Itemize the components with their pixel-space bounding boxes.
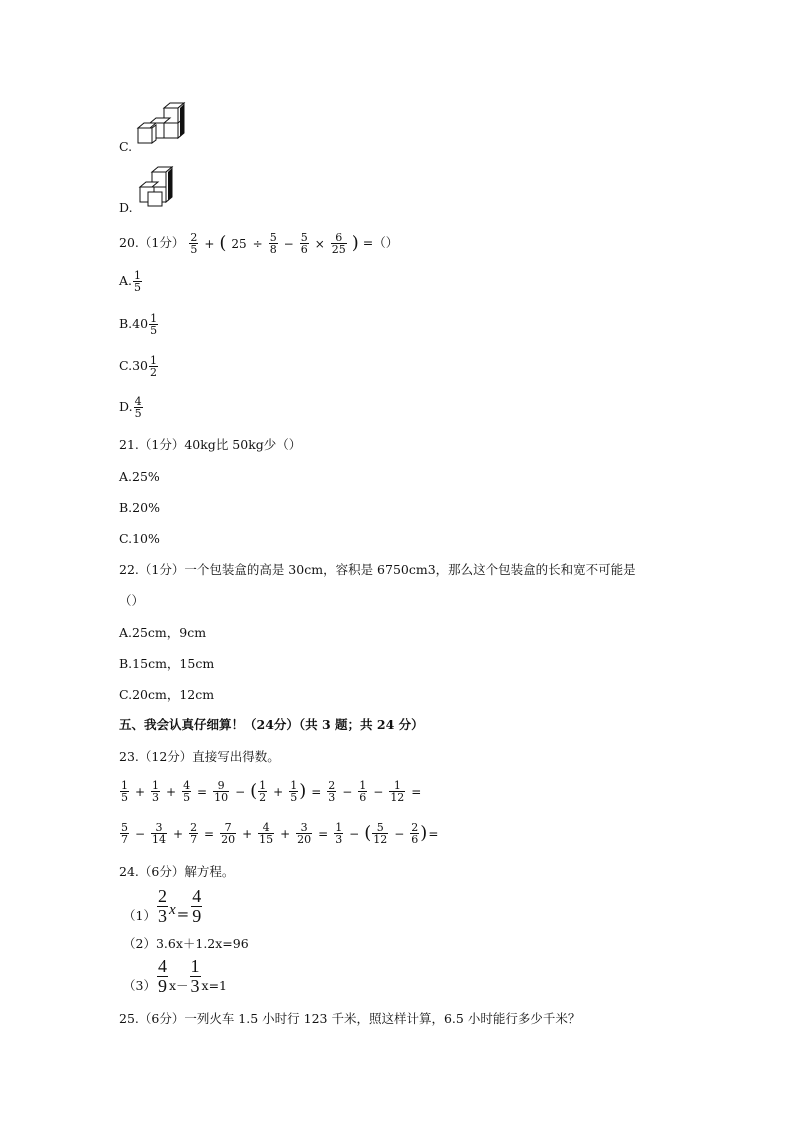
fraction: $\frac{5}{6}$ bbox=[300, 231, 308, 256]
fraction: $\frac{7}{20}$ bbox=[221, 821, 236, 846]
q20-option-d[interactable] bbox=[119, 396, 144, 419]
left-paren: ( bbox=[364, 822, 372, 844]
plus-sign: + bbox=[166, 784, 177, 799]
option-label: A. bbox=[119, 273, 133, 288]
fraction: $\frac{5}{12}$ bbox=[373, 821, 388, 846]
option-label: C. bbox=[119, 358, 133, 373]
option-label: D. bbox=[119, 399, 133, 414]
q24-part-3 bbox=[123, 958, 227, 996]
plus-sign: + bbox=[134, 784, 146, 799]
expression-text: x－ bbox=[168, 978, 189, 993]
q20-option-b[interactable] bbox=[119, 313, 159, 336]
question-24: 24.（6分）解方程。 bbox=[119, 864, 235, 879]
option-label: C. bbox=[119, 139, 133, 154]
fraction: $\frac{2}{5}$ bbox=[190, 231, 198, 256]
question-22: 22.（1分）一个包装盒的高是 30cm，容积是 6750cm3，那么这个包装盒的长和宽不可能是 bbox=[119, 562, 636, 577]
fraction: $\frac{1}{5}$ bbox=[290, 779, 298, 804]
plus-sign: + bbox=[273, 784, 284, 799]
fraction: $\frac{1}{6}$ bbox=[359, 779, 367, 804]
part-label: （3） bbox=[123, 978, 156, 993]
plus-sign: + bbox=[204, 236, 215, 251]
part-label: （1） bbox=[123, 908, 156, 923]
q21-option-c[interactable]: C.10% bbox=[119, 531, 160, 546]
fraction: $\frac{4}{5}$ bbox=[134, 395, 142, 420]
right-paren: ) bbox=[299, 780, 307, 802]
fraction: $\frac{4}{15}$ bbox=[259, 821, 274, 846]
option-c-prev bbox=[119, 139, 132, 155]
q22-option-b[interactable]: B.15cm，15cm bbox=[119, 656, 215, 671]
minus-sign: − bbox=[373, 784, 384, 799]
plus-sign: + bbox=[280, 826, 291, 841]
option-d-prev bbox=[119, 200, 133, 216]
minus-sign: − bbox=[349, 826, 360, 841]
q24-part-2: （2）3.6x＋1.2x=96 bbox=[123, 936, 249, 951]
fraction: $\frac{2}{3}$ bbox=[157, 886, 167, 926]
right-paren: ) bbox=[351, 232, 359, 254]
question-23: 23.（12分）直接写出得数。 bbox=[119, 749, 280, 764]
minus-sign: − bbox=[235, 784, 246, 799]
right-paren: ) bbox=[420, 822, 428, 844]
fraction: $\frac{1}{5}$ bbox=[134, 269, 142, 294]
option-label: D. bbox=[119, 200, 133, 215]
minus-sign: − bbox=[342, 784, 353, 799]
q21-option-a[interactable]: A.25% bbox=[119, 469, 160, 484]
fraction: $\frac{4}{9}$ bbox=[192, 886, 202, 926]
minus-sign: − bbox=[394, 826, 405, 841]
question-label: 20.（1分） bbox=[119, 235, 185, 250]
fraction: $\frac{3}{14}$ bbox=[152, 821, 167, 846]
fraction: $\frac{6}{25}$ bbox=[331, 231, 346, 256]
q20-option-a[interactable] bbox=[119, 270, 143, 293]
option-label: B. bbox=[119, 316, 133, 331]
question-20 bbox=[119, 232, 398, 255]
fraction: $\frac{1}{3}$ bbox=[190, 956, 200, 996]
fraction: $\frac{5}{8}$ bbox=[269, 231, 277, 256]
fraction: $\frac{1}{12}$ bbox=[390, 779, 405, 804]
fraction: $\frac{1}{5}$ bbox=[150, 312, 158, 337]
equals-sign: = bbox=[204, 826, 215, 841]
fraction: $\frac{1}{2}$ bbox=[259, 779, 267, 804]
cube-figure-d-icon bbox=[136, 166, 176, 208]
cube-figure-c-icon bbox=[136, 102, 186, 148]
equals-sign: = bbox=[176, 905, 190, 923]
times-sign: × bbox=[314, 236, 325, 251]
fraction: $\frac{1}{5}$ bbox=[121, 779, 128, 804]
plus-sign: + bbox=[242, 826, 253, 841]
minus-sign: − bbox=[283, 236, 294, 251]
plus-sign: + bbox=[173, 826, 184, 841]
left-paren: ( bbox=[219, 232, 227, 254]
fraction: $\frac{4}{9}$ bbox=[157, 956, 167, 996]
variable: x bbox=[168, 902, 176, 918]
fraction: $\frac{2}{6}$ bbox=[411, 821, 419, 846]
question-25: 25.（6分）一列火车 1.5 小时行 123 千米，照这样计算，6.5 小时能行多少千米？ bbox=[119, 1011, 581, 1026]
fraction: $\frac{1}{2}$ bbox=[150, 354, 157, 379]
left-paren: ( bbox=[250, 780, 258, 802]
q23-row-2 bbox=[119, 822, 439, 845]
equals-sign: = bbox=[318, 826, 329, 841]
q20-option-c[interactable] bbox=[119, 355, 159, 378]
q23-row-1 bbox=[119, 780, 422, 803]
section-title: 五、我会认真仔细算！（24分）（共 3 题；共 24 分） bbox=[119, 717, 424, 732]
fraction: $\frac{1}{3}$ bbox=[152, 779, 160, 804]
equals-sign: = bbox=[411, 784, 422, 799]
q22-option-c[interactable]: C.20cm，12cm bbox=[119, 687, 215, 702]
fraction: $\frac{1}{3}$ bbox=[335, 821, 343, 846]
answer-blank: =（） bbox=[362, 235, 399, 250]
fraction: $\frac{5}{7}$ bbox=[121, 821, 128, 846]
q21-option-b[interactable]: B.20% bbox=[119, 500, 160, 515]
fraction: $\frac{9}{10}$ bbox=[214, 779, 229, 804]
fraction: $\frac{2}{7}$ bbox=[190, 821, 198, 846]
equals-sign: = bbox=[428, 826, 439, 841]
question-22-cont: （） bbox=[119, 593, 145, 608]
fraction: $\frac{4}{5}$ bbox=[183, 779, 191, 804]
question-21: 21.（1分）40kg比 50kg少（） bbox=[119, 437, 302, 452]
number: 25 bbox=[231, 236, 247, 251]
expression-text: x=1 bbox=[201, 978, 227, 993]
equals-sign: = bbox=[197, 784, 208, 799]
equals-sign: = bbox=[311, 784, 322, 799]
q22-option-a[interactable]: A.25cm，9cm bbox=[119, 625, 207, 640]
whole-number: 30 bbox=[132, 358, 148, 373]
fraction: $\frac{3}{20}$ bbox=[297, 821, 312, 846]
whole-number: 40 bbox=[132, 316, 149, 331]
fraction: $\frac{2}{3}$ bbox=[328, 779, 336, 804]
divide-sign: ÷ bbox=[252, 236, 263, 251]
q24-part-1 bbox=[123, 886, 203, 926]
minus-sign: − bbox=[134, 826, 146, 841]
